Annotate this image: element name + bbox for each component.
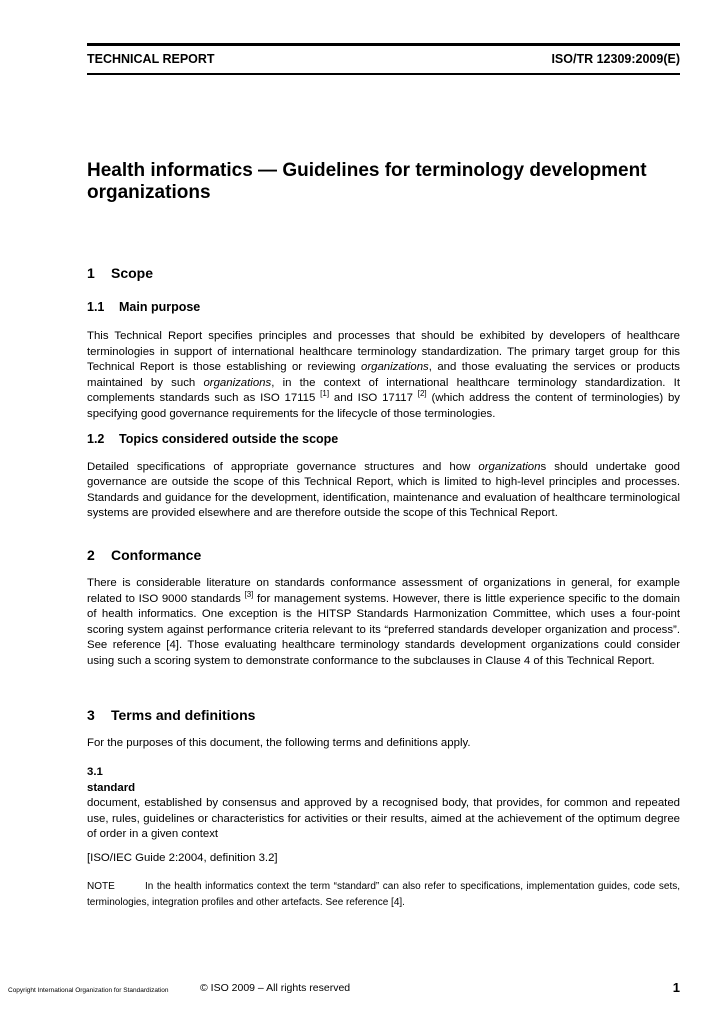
- footer-watermark: Copyright International Organization for Standardization: [8, 987, 169, 994]
- subsection-heading-outside-scope: 1.2 Topics considered outside the scope: [87, 431, 339, 446]
- paragraph-outside-scope: Detailed specifications of appropriate governance structures and how organizations should undertake good governance are outside the scope of this Technical Report, which is limited to high-level principles and processes. Standards and guidance for the development, identification, maintenance and evaluation of healthcare terminological systems are provided elsewhere and are therefore outside the scope of this Technical Report.: [87, 460, 680, 520]
- section-heading-terms: 3 Terms and definitions: [87, 706, 256, 723]
- header-bottom-rule: [87, 73, 680, 75]
- section-heading-conformance: 2 Conformance: [87, 546, 202, 563]
- header-doc-number: ISO/TR 12309:2009(E): [551, 52, 680, 66]
- subsection-heading-main-purpose: 1.1 Main purpose: [87, 300, 201, 314]
- paragraph-terms-intro: For the purposes of this document, the following terms and definitions apply.: [87, 736, 471, 749]
- term-source: [ISO/IEC Guide 2:2004, definition 3.2]: [87, 851, 278, 864]
- term-note: NOTE In the health informatics context the term “standard” can also refer to specifications, implementation guides, code sets, terminologies, integration profiles and other artefacts. See reference [4].: [87, 881, 680, 908]
- paragraph-main-purpose: This Technical Report specifies principles and processes that should be exhibited by developers of healthcare terminologies in support of international healthcare terminology standardization. The primary target group for this Technical Report is those establishing or reviewing organizations, and those evaluating the services or products maintained by such organizations, in the context of international healthcare terminology standardization. It complements standards such as ISO 17115 [1] and ISO 17117 [2] (which address the content of terminologies) by specifying good governance requirements for the lifecycle of those terminologies.: [87, 330, 681, 420]
- term-definition: document, established by consensus and approved by a recognised body, that provides, for common and repeated use, rules, guidelines or characteristics for activities or their results, aimed at the achievement of the optimum degree of order in a given context: [87, 797, 680, 841]
- header-top-rule: [87, 43, 680, 46]
- document-body: [87, 160, 680, 910]
- document-title: Health informatics — Guidelines for terminology development organizations: [87, 160, 647, 203]
- note-label: NOTE: [87, 881, 115, 893]
- paragraph-conformance: There is considerable literature on standards conformance assessment of organizations in general, for example related to ISO 9000 standards [3] for management systems. However, there is little experience specific to the domain of health informatics. One exception is the HITSP Standards Harmonization Committee, which uses a four-point scoring system against performance criteria relevant to its “preferred standards developer organization and process”. See reference [4]. Those evaluating healthcare terminology standards development organizations could consider using such a scoring system to demonstrate conformance to the subclauses in Clause 4 of this Technical Report.: [87, 576, 681, 667]
- section-heading-scope: 1 Scope: [87, 265, 154, 281]
- footer-copyright: © ISO 2009 – All rights reserved: [200, 982, 351, 994]
- term-number: 3.1: [87, 766, 103, 779]
- page-number: 1: [672, 980, 680, 995]
- term-name: standard: [87, 782, 136, 795]
- header-doc-type: TECHNICAL REPORT: [87, 52, 215, 66]
